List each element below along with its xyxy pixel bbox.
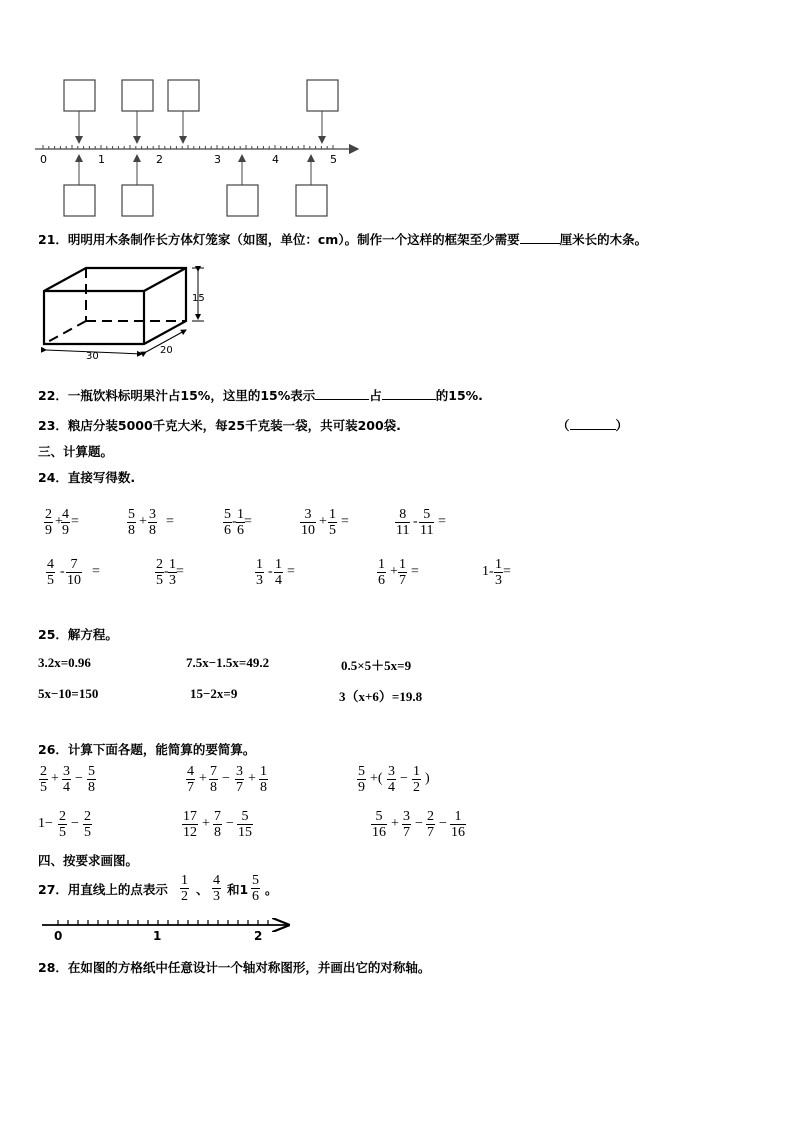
fraction: 3 8	[149, 507, 156, 538]
q22-text-c: 的15%.	[435, 388, 483, 403]
fraction: 1 2	[181, 873, 188, 904]
height-label: 15	[192, 293, 205, 304]
question-21	[38, 230, 647, 248]
q27-text: 27．用直线上的点表示	[38, 882, 168, 897]
label-0: 0	[54, 929, 63, 943]
q22-blank-2[interactable]	[382, 399, 436, 400]
fraction: 2 5	[59, 809, 66, 840]
equation: 7.5x−1.5x=49.2	[186, 655, 270, 670]
operator: +	[139, 514, 147, 529]
fraction: 4 7	[187, 764, 194, 795]
top-number-line-figure	[30, 75, 370, 225]
answer-box[interactable]	[64, 185, 95, 216]
fraction: 17 12	[183, 809, 197, 840]
fraction: 2 5	[84, 809, 91, 840]
fraction: 2 7	[427, 809, 434, 840]
fraction: 4 5	[47, 557, 54, 588]
equation: 15−2x=9	[190, 686, 238, 701]
separator: 、	[196, 882, 209, 897]
fraction: 7 8	[214, 809, 221, 840]
q22-text-a: 22．一瓶饮料标明果汁占15%，这里的15%表示	[38, 388, 316, 403]
q21-text-after: 厘米长的木条。	[559, 232, 648, 247]
tick-label: 1	[98, 153, 105, 166]
fraction: 5 15	[238, 809, 252, 840]
fraction: 1 4	[275, 557, 282, 588]
fraction: 3 7	[403, 809, 410, 840]
operator: +	[199, 771, 207, 786]
fraction: 4 3	[213, 873, 220, 904]
operator: +	[319, 514, 327, 529]
fraction: 7 8	[210, 764, 217, 795]
equation: 5x−10=150	[38, 686, 99, 701]
fraction: 5 9	[358, 764, 365, 795]
q21-text-before: 21．明明用木条制作长方体灯笼家（如图，单位：cm）。制作一个这样的框架至少需要	[38, 232, 520, 247]
operator: +	[202, 816, 210, 831]
equals: =	[244, 514, 252, 529]
operator: −	[71, 816, 79, 831]
q27-number-line[interactable]	[36, 914, 296, 944]
length-label: 30	[86, 351, 99, 362]
fraction: 1 16	[451, 809, 465, 840]
answer-box[interactable]	[307, 80, 338, 111]
operator: −	[75, 771, 83, 786]
equation: 3.2x=0.96	[38, 655, 91, 670]
equals: =	[503, 564, 511, 579]
fraction: 5 8	[88, 764, 95, 795]
operator: +(	[370, 771, 383, 786]
equals: =	[71, 514, 79, 529]
operator: -	[60, 564, 65, 579]
question-25-title: 25．解方程。	[38, 627, 118, 642]
tick-label: 0	[40, 153, 47, 166]
fraction: 5 16	[372, 809, 386, 840]
operator: −	[415, 816, 423, 831]
tick-label: 5	[330, 153, 337, 166]
equals: =	[92, 564, 100, 579]
operator: +	[248, 771, 256, 786]
operator: −	[222, 771, 230, 786]
answer-box[interactable]	[122, 185, 153, 216]
operator: +	[51, 771, 59, 786]
section-4-heading: 四、按要求画图。	[38, 853, 139, 868]
fraction: 1 6	[378, 557, 385, 588]
paren-open: （	[557, 418, 570, 433]
answer-box[interactable]	[168, 80, 199, 111]
fraction: 1 3	[495, 557, 502, 588]
equation: 0.5×5＋5x=9	[341, 658, 412, 673]
fraction: 5 8	[128, 507, 135, 538]
q22-blank-1[interactable]	[315, 399, 369, 400]
fraction: 1 6	[237, 507, 244, 538]
question-28: 28．在如图的方格纸中任意设计一个轴对称图形，并画出它的对称轴。	[38, 960, 431, 975]
answer-box[interactable]	[227, 185, 258, 216]
equals: =	[166, 514, 174, 529]
equals: =	[287, 564, 295, 579]
operator: -	[164, 564, 169, 579]
and-text: 和1	[227, 882, 249, 897]
equation: 3（x+6）=19.8	[339, 689, 423, 704]
cuboid-figure	[36, 262, 226, 362]
fraction: 2 5	[156, 557, 163, 588]
paren-close: ）	[615, 418, 629, 433]
fraction: 3 4	[388, 764, 395, 795]
fraction: 4 9	[62, 507, 69, 538]
tick-label: 3	[214, 153, 221, 166]
q23-answer-paren[interactable]	[557, 416, 628, 434]
fraction: 3 4	[63, 764, 70, 795]
fraction: 5 6	[252, 873, 259, 904]
answer-box[interactable]	[64, 80, 95, 111]
operator: -	[413, 514, 418, 529]
fraction: 7 10	[67, 557, 81, 588]
fraction: 1 3	[256, 557, 263, 588]
tick-label: 2	[156, 153, 163, 166]
operator: -	[268, 564, 273, 579]
fraction: 2 9	[45, 507, 52, 538]
label-1: 1	[153, 929, 162, 943]
equals: =	[176, 564, 184, 579]
operator: −	[439, 816, 447, 831]
fraction: 1 7	[399, 557, 406, 588]
label-2: 2	[254, 929, 263, 943]
tick-label: 4	[272, 153, 279, 166]
paren-close: )	[425, 771, 430, 786]
width-label: 20	[160, 345, 173, 356]
equals: =	[411, 564, 419, 579]
operator: +	[391, 816, 399, 831]
fraction: 2 5	[40, 764, 47, 795]
one-minus: 1−	[38, 816, 53, 831]
q23-text: 23．粮店分装5000千克大米，每25千克装一袋，共可装200袋.	[38, 418, 401, 433]
operator: −	[400, 771, 408, 786]
section-3-heading: 三、计算题。	[38, 444, 114, 459]
q22-text-b: 占	[369, 388, 382, 403]
fraction: 1 2	[413, 764, 420, 795]
operator: +	[390, 564, 398, 579]
answer-box[interactable]	[122, 80, 153, 111]
answer-box[interactable]	[296, 185, 327, 216]
equals: =	[341, 514, 349, 529]
fraction: 5 11	[420, 507, 434, 538]
fraction: 1 8	[260, 764, 267, 795]
question-24-title: 24．直接写得数.	[38, 470, 136, 485]
q23-blank[interactable]	[570, 429, 616, 430]
fraction: 1 3	[169, 557, 176, 588]
fraction: 8 11	[396, 507, 410, 538]
fraction: 3 7	[236, 764, 243, 795]
question-22	[38, 386, 483, 404]
question-23	[38, 416, 401, 434]
fraction: 1 5	[329, 507, 336, 538]
operator: +	[55, 514, 63, 529]
equals: =	[438, 514, 446, 529]
operator: −	[226, 816, 234, 831]
question-26-title: 26．计算下面各题，能简算的要简算。	[38, 742, 256, 757]
one-minus: 1-	[482, 564, 494, 579]
q21-answer-blank[interactable]	[520, 243, 560, 244]
operator: -	[232, 514, 237, 529]
fraction: 5 6	[224, 507, 231, 538]
end-mark: 。	[265, 882, 278, 897]
fraction: 3 10	[301, 507, 315, 538]
